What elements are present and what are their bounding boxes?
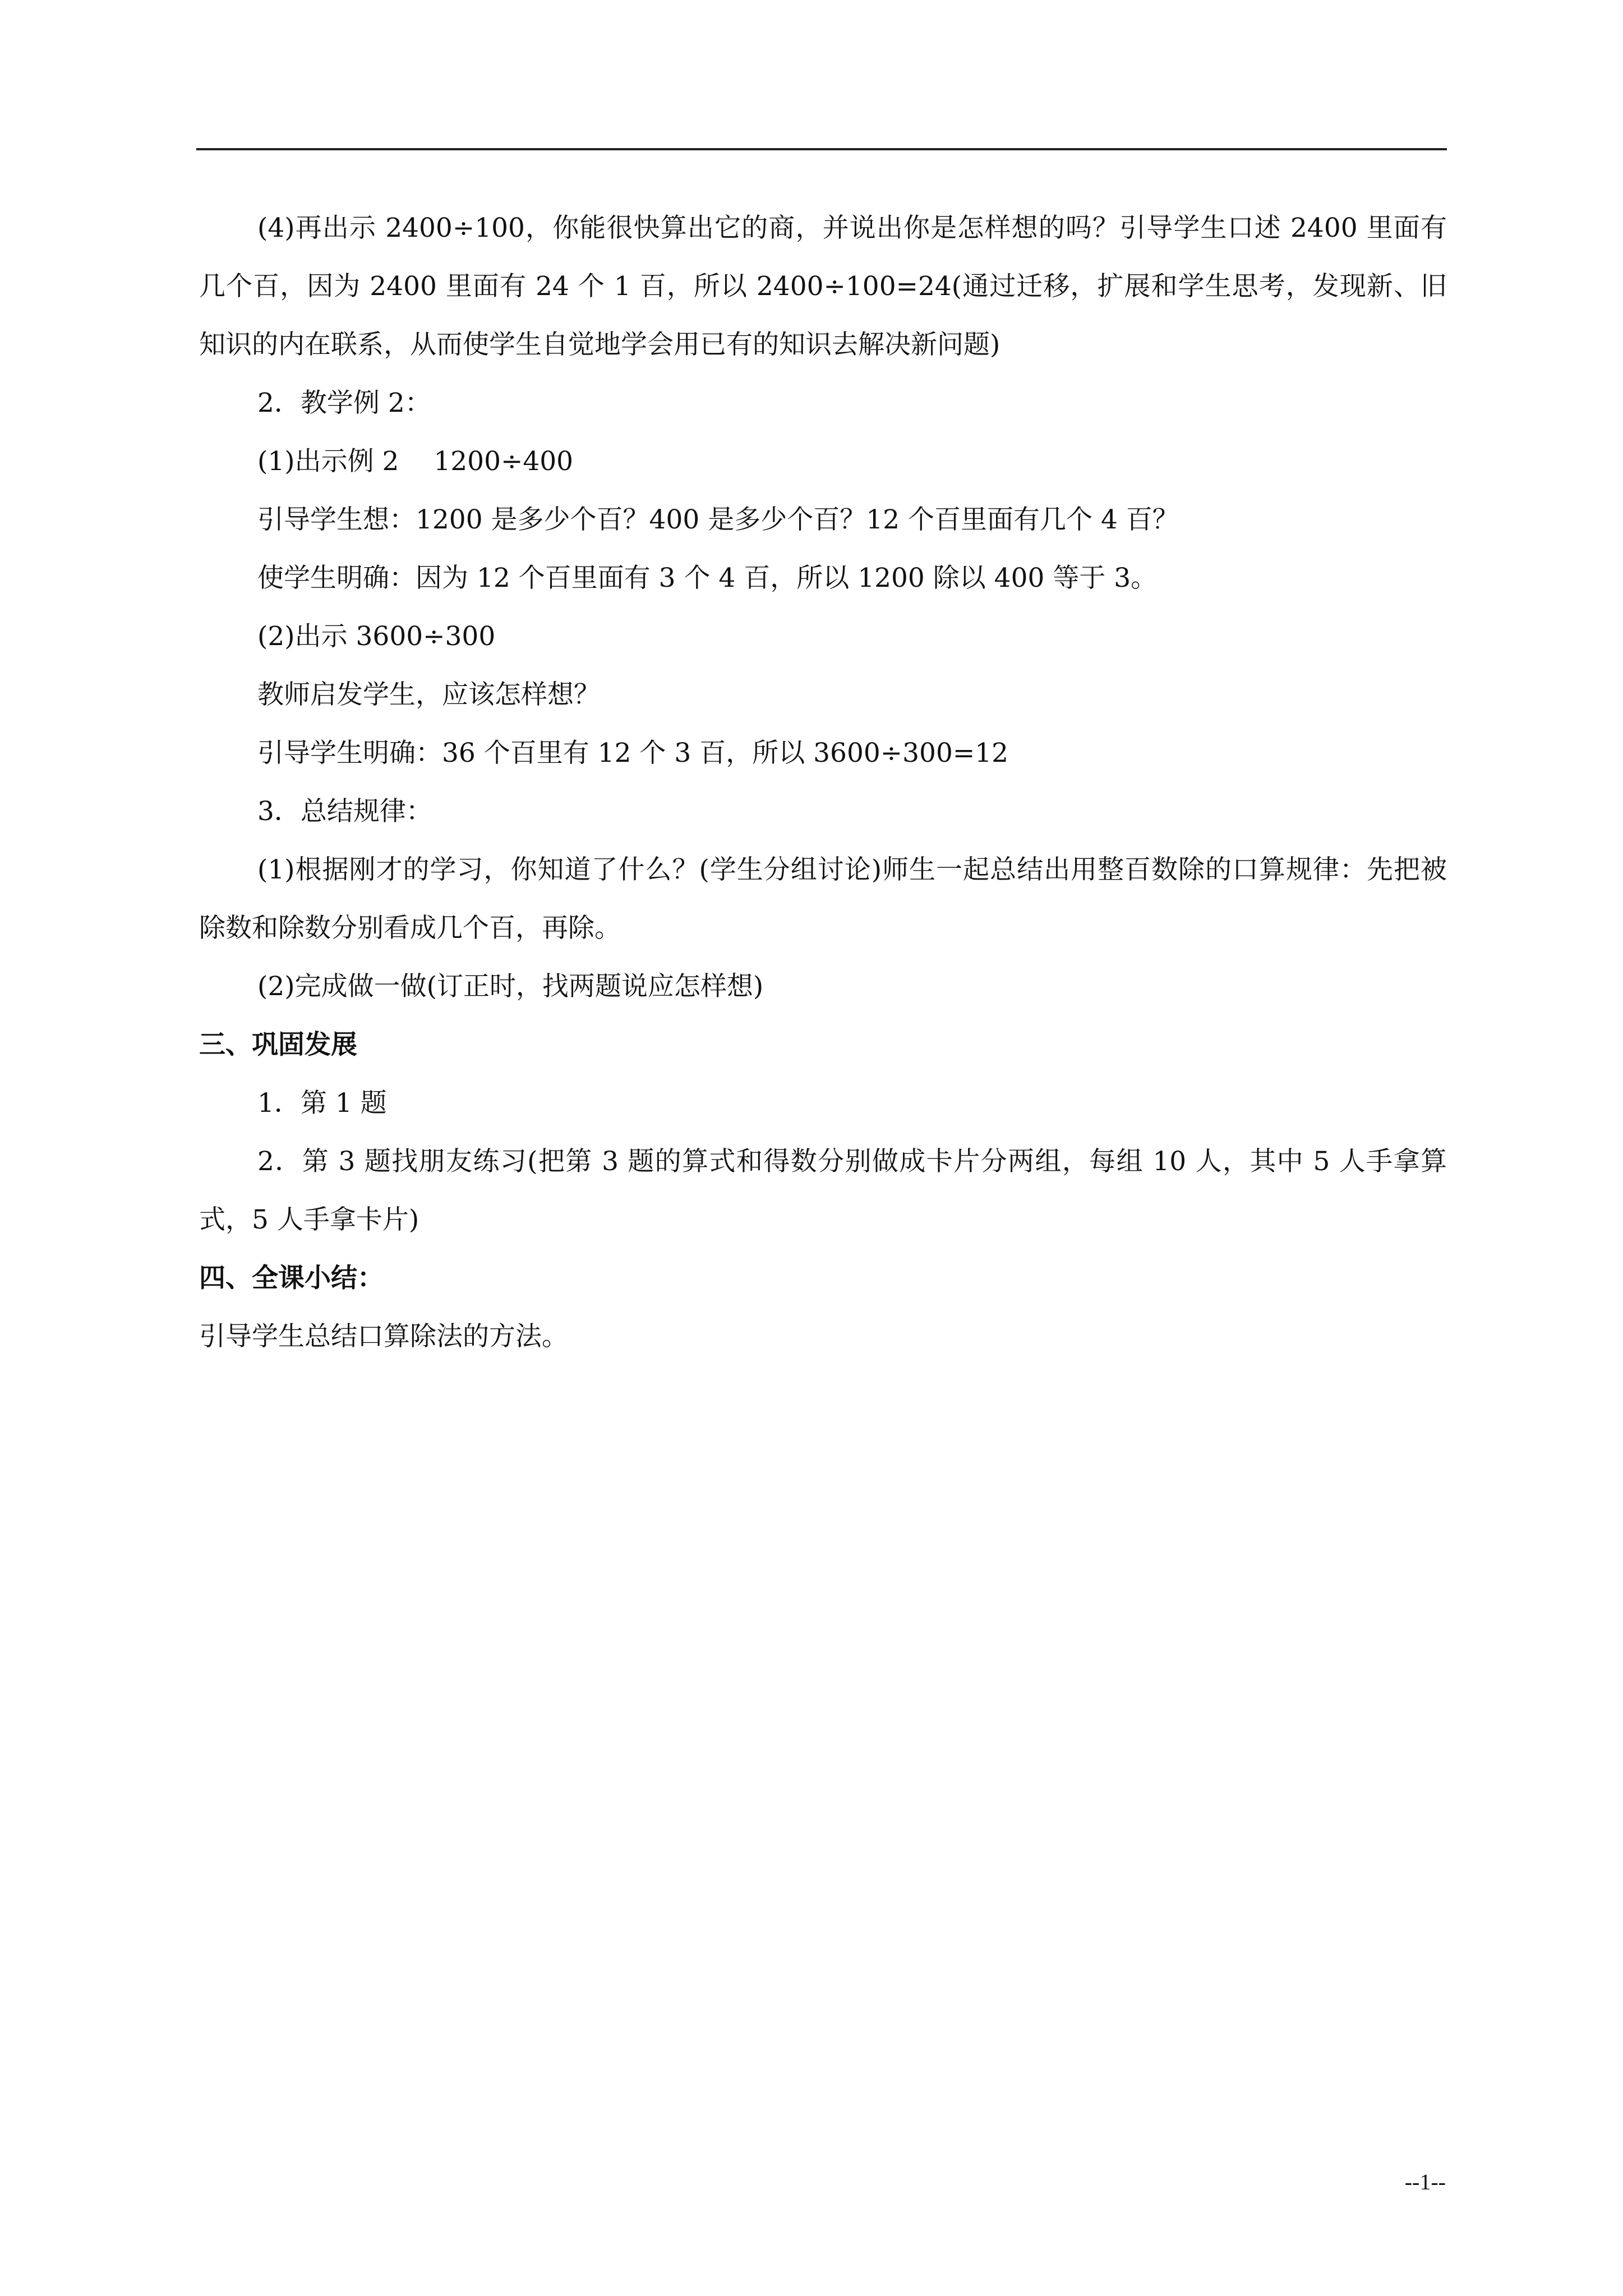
section-heading-consolidate: 三、巩固发展 — [199, 1029, 357, 1060]
document-body — [199, 199, 1447, 1366]
paragraph-show-3600: (2)出示 3600÷300 — [257, 621, 496, 652]
page-number: --1-- — [1404, 2169, 1446, 2194]
paragraph-show-example-2: (1)出示例 2 1200÷400 — [257, 446, 574, 477]
paragraph-do-exercise: (2)完成做一做(订正时，找两题说应怎样想) — [257, 971, 764, 1002]
section-heading-summary: 四、全课小结： — [199, 1263, 384, 1294]
paragraph-teacher-inspire: 教师启发学生，应该怎样想？ — [257, 679, 600, 710]
paragraph-step-4: (4)再出示 2400÷100，你能很快算出它的商，并说出你是怎样想的吗？引导学生口述 2400 里面有几个百，因为 2400 里面有 24 个 1 百，所以 2400÷100=24(通过迁移，扩展和学生思考，发现新、旧知识的内在联系，从而使学生自觉地学会用已有的知识去解决新问题) — [199, 213, 1447, 360]
paragraph-teach-example-2: 2．教学例 2： — [257, 388, 431, 418]
paragraph-guide-clarify: 引导学生明确：36 个百里有 12 个 3 百，所以 3600÷300=12 — [257, 738, 1009, 769]
paragraph-question-3: 2．第 3 题找朋友练习(把第 3 题的算式和得数分别做成卡片分两组，每组 10 人，其中 5 人手拿算式，5 人手拿卡片) — [199, 1146, 1447, 1235]
paragraph-final-summary: 引导学生总结口算除法的方法。 — [199, 1321, 568, 1352]
paragraph-question-1: 1．第 1 题 — [257, 1088, 387, 1119]
paragraph-summary-rule: 3．总结规律： — [257, 796, 432, 827]
paragraph-clarify: 使学生明确：因为 12 个百里面有 3 个 4 百，所以 1200 除以 400 等于 3。 — [257, 563, 1158, 593]
paragraph-guide-think: 引导学生想：1200 是多少个百？400 是多少个百？12 个百里面有几个 4 百？ — [257, 504, 1179, 535]
paragraph-rule-discussion: (1)根据刚才的学习，你知道了什么？(学生分组讨论)师生一起总结出用整百数除的口算规律：先把被除数和除数分别看成几个百，再除。 — [199, 854, 1447, 944]
header-rule — [196, 148, 1447, 150]
